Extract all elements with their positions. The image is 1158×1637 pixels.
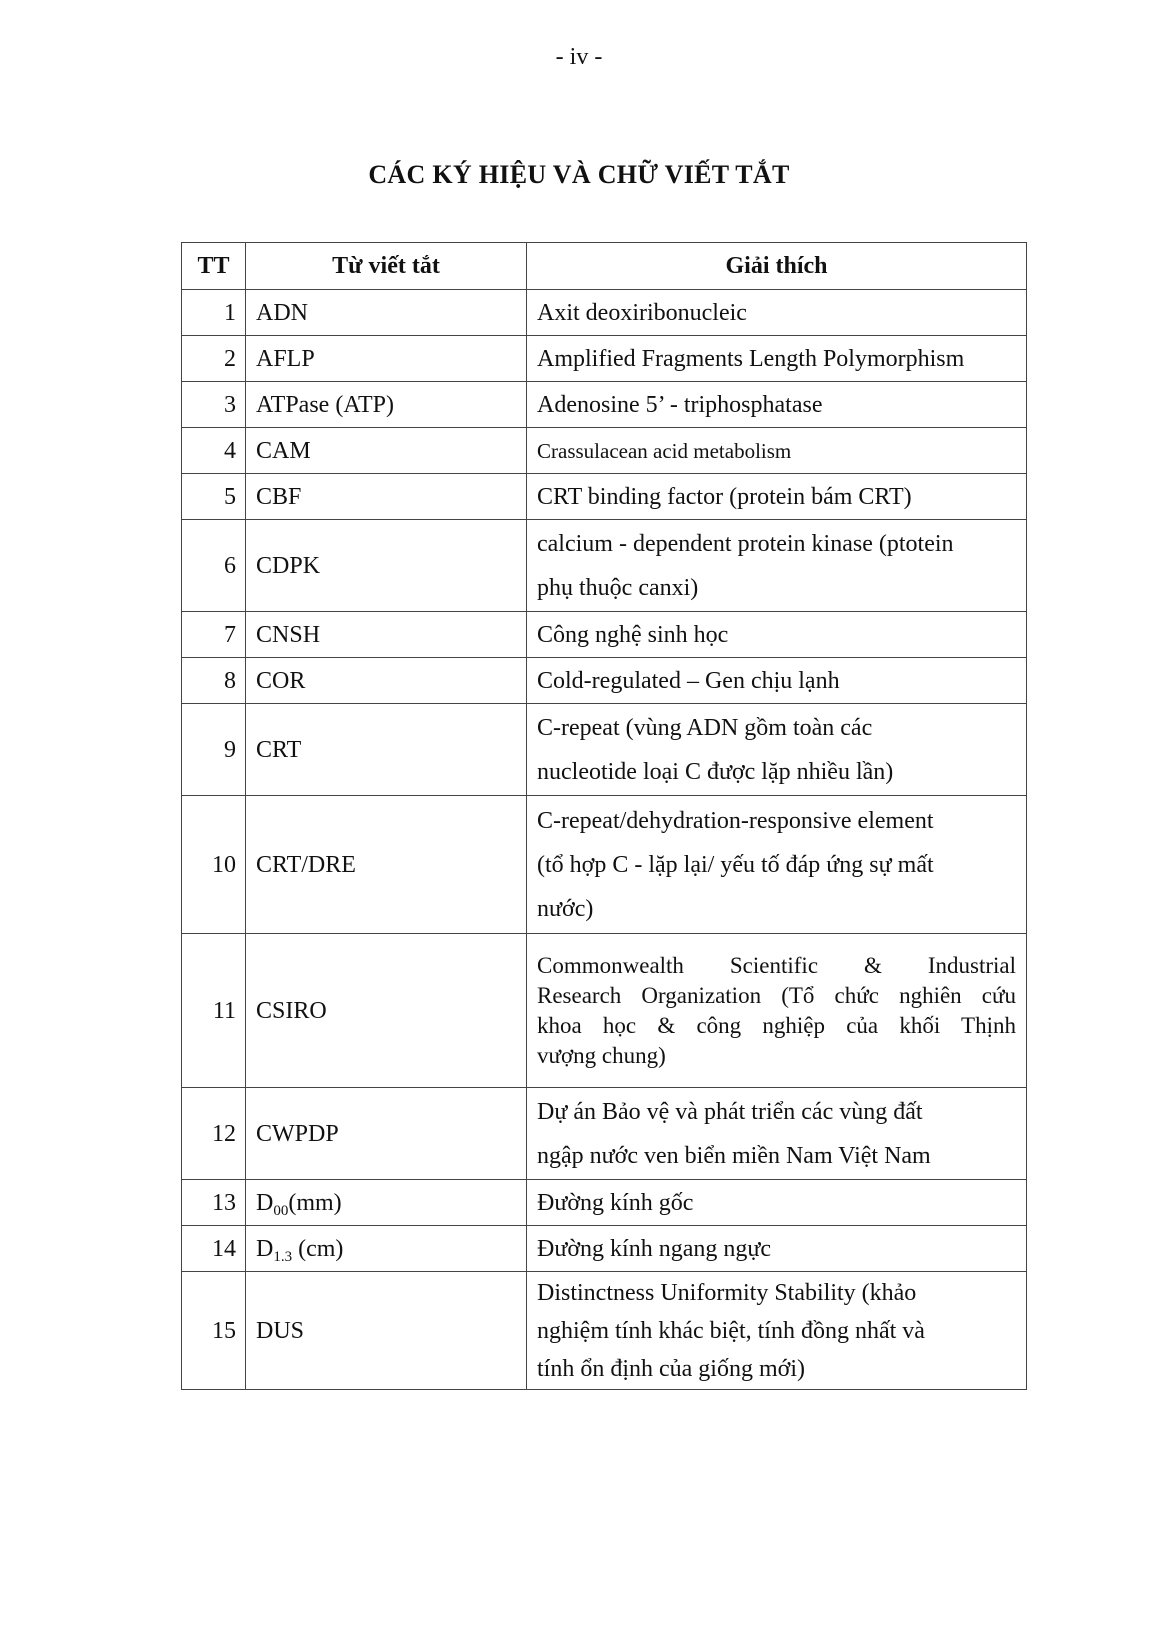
header-explanation: Giải thích [527,243,1027,290]
table-row [182,1088,1027,1180]
row-explanation [527,796,1027,934]
explanation-line: C-repeat (vùng ADN gồm toàn các [537,714,873,741]
row-number: 7 [182,612,246,658]
explanation-line: khoa học & công nghiệp của khối Thịnh [537,1012,1016,1038]
row-explanation: Axit deoxiribonucleic [527,290,1027,336]
row-explanation: Công nghệ sinh học [527,612,1027,658]
explanation-line: nước) [537,895,594,922]
row-abbreviation: CNSH [246,612,527,658]
row-explanation: CRT binding factor (protein bám CRT) [527,474,1027,520]
row-number: 4 [182,428,246,474]
table-row [182,1226,1027,1272]
row-explanation [527,934,1027,1088]
row-abbreviation: CWPDP [246,1088,527,1180]
abbreviation-subscript: 1.3 [273,1248,293,1265]
explanation-line: tính ổn định của giống mới) [537,1355,805,1382]
row-abbreviation: DUS [246,1272,527,1390]
row-number: 2 [182,336,246,382]
row-number: 9 [182,704,246,796]
header-tt: TT [182,243,246,290]
explanation-line: nucleotide loại C được lặp nhiều lần) [537,758,894,785]
row-abbreviation: CBF [246,474,527,520]
explanation-line: C-repeat/dehydration-responsive element [537,807,934,834]
row-explanation [527,1088,1027,1180]
row-explanation: Đường kính gốc [527,1180,1027,1226]
row-number: 8 [182,658,246,704]
table-row [182,428,1027,474]
table-row [182,290,1027,336]
row-abbreviation: ATPase (ATP) [246,382,527,428]
row-explanation: Cold-regulated – Gen chịu lạnh [527,658,1027,704]
abbreviation-unit: (mm) [288,1189,342,1216]
row-number: 12 [182,1088,246,1180]
row-abbreviation: COR [246,658,527,704]
explanation-line: ngập nước ven biển miền Nam Việt Nam [537,1142,931,1169]
explanation-line: Distinctness Uniformity Stability (khảo [537,1279,917,1306]
row-number: 3 [182,382,246,428]
header-abbreviation: Từ viết tắt [246,243,527,290]
row-abbreviation [246,1180,527,1226]
row-number: 15 [182,1272,246,1390]
explanation-line: vượng chung) [537,1042,666,1068]
explanation-line: (tổ hợp C - lặp lại/ yếu tố đáp ứng sự mất [537,851,934,878]
row-number: 14 [182,1226,246,1272]
row-number: 5 [182,474,246,520]
table-row [182,658,1027,704]
page-title: CÁC KÝ HIỆU VÀ CHỮ VIẾT TẮT [368,160,790,189]
row-explanation: Adenosine 5’ - triphosphatase [527,382,1027,428]
row-number: 11 [182,934,246,1088]
row-abbreviation: CSIRO [246,934,527,1088]
row-abbreviation: ADN [246,290,527,336]
table-row [182,474,1027,520]
row-explanation [527,1272,1027,1390]
row-explanation: Đường kính ngang ngực [527,1226,1027,1272]
row-abbreviation: CRT/DRE [246,796,527,934]
explanation-line: phụ thuộc canxi) [537,574,699,601]
page-number: - iv - [555,44,603,70]
explanation-line: Research Organization (Tổ chức nghiên cứu [537,982,1016,1008]
row-number: 13 [182,1180,246,1226]
abbreviation-subscript: 00 [273,1202,289,1219]
explanation-line: Dự án Bảo vệ và phát triển các vùng đất [537,1098,923,1125]
row-number: 6 [182,520,246,612]
row-abbreviation: AFLP [246,336,527,382]
explanation-line: Commonwealth Scientific & Industrial [537,952,1016,978]
row-abbreviation: CRT [246,704,527,796]
row-explanation: Crassulacean acid metabolism [527,428,1027,474]
row-abbreviation [246,1226,527,1272]
table-row [182,704,1027,796]
explanation-line: nghiệm tính khác biệt, tính đồng nhất và [537,1317,925,1344]
table-row [182,796,1027,934]
table-row [182,612,1027,658]
row-explanation [527,520,1027,612]
table-row [182,520,1027,612]
table-row [182,934,1027,1088]
abbreviation-main: D [256,1235,274,1262]
table-header-row [182,243,1027,290]
abbreviation-unit: (cm) [292,1235,344,1262]
row-number: 1 [182,290,246,336]
row-explanation [527,704,1027,796]
table-row [182,1272,1027,1390]
row-explanation: Amplified Fragments Length Polymorphism [527,336,1027,382]
row-number: 10 [182,796,246,934]
table-row [182,1180,1027,1226]
explanation-line: calcium - dependent protein kinase (ptotein [537,530,954,557]
row-abbreviation: CDPK [246,520,527,612]
abbreviation-main: D [256,1189,274,1216]
abbreviation-table [181,242,1027,1390]
table-row [182,336,1027,382]
table-row [182,382,1027,428]
row-abbreviation: CAM [246,428,527,474]
